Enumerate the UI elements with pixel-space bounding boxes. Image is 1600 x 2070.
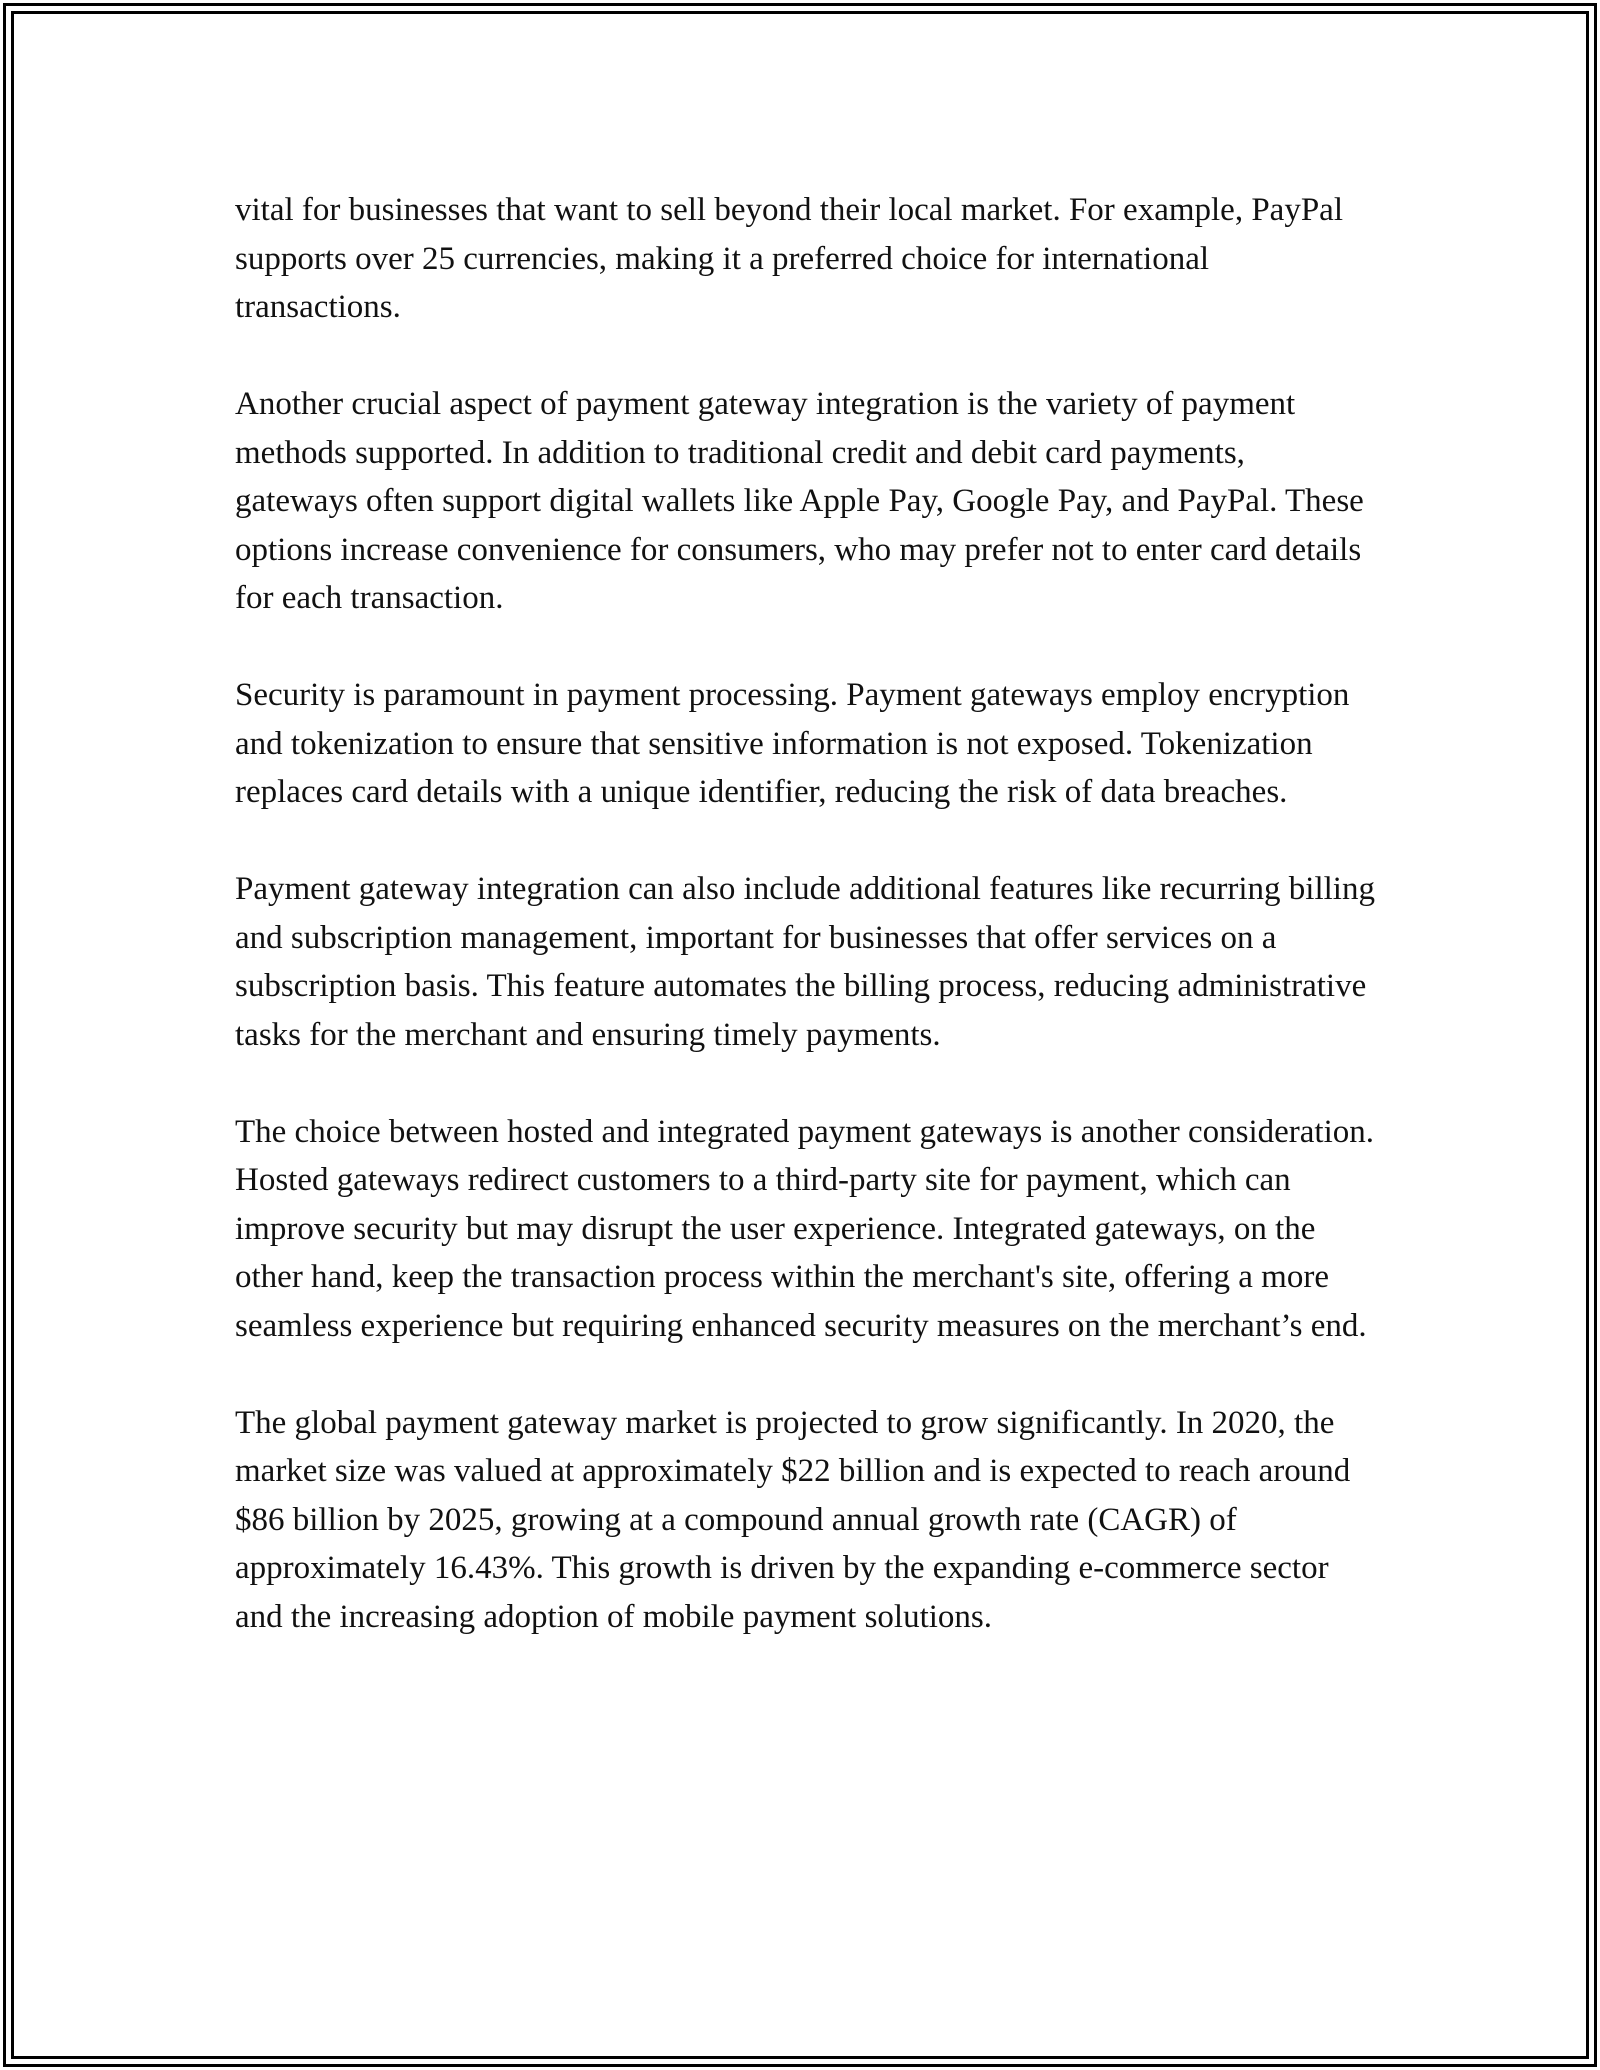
- paragraph-payment-methods: Another crucial aspect of payment gateway integration is the variety of payment methods supported. In addition to traditional credit and debit card payments, gateways often support digital wallets like Apple Pay, Google Pay, and PayPal. These options increase convenience for consumers, who may prefer not to enter card details for each transaction.: [235, 386, 1364, 616]
- paragraph-hosted-vs-integrated: The choice between hosted and integrated payment gateways is another consideration. Hosted gateways redirect customers to a third-party site for payment, which can improve security but may disrupt the user experience. Integrated gateways, on the other hand, keep the transaction process within the merchant's site, offering a more seamless experience but requiring enhanced security measures on the merchant’s end.: [235, 1113, 1374, 1344]
- paragraph-security: Security is paramount in payment processing. Payment gateways employ encryption and tokenization to ensure that sensitive information is not exposed. Tokenization replaces card details with a unique identifier, reducing the risk of data breaches.: [235, 677, 1350, 810]
- paragraph-market-growth: The global payment gateway market is projected to grow significantly. In 2020, the market size was valued at approximately $22 billion and is expected to reach around $86 billion by 2025, growing at a compound annual growth rate (CAGR) of approximately 16.43%. This growth is driven by the expanding e-commerce sector and the increasing adoption of mobile payment solutions.: [235, 1404, 1351, 1635]
- paragraph-recurring-billing: Payment gateway integration can also include additional features like recurring billing and subscription management, important for businesses that offer services on a subscription basis. This feature automates the billing process, reducing administrative tasks for the merchant and ensuring timely payments.: [235, 871, 1375, 1053]
- document-body: [235, 186, 1375, 1641]
- paragraph-currencies: vital for businesses that want to sell beyond their local market. For example, PayPal supports over 25 currencies, making it a preferred choice for international transactions.: [235, 192, 1343, 325]
